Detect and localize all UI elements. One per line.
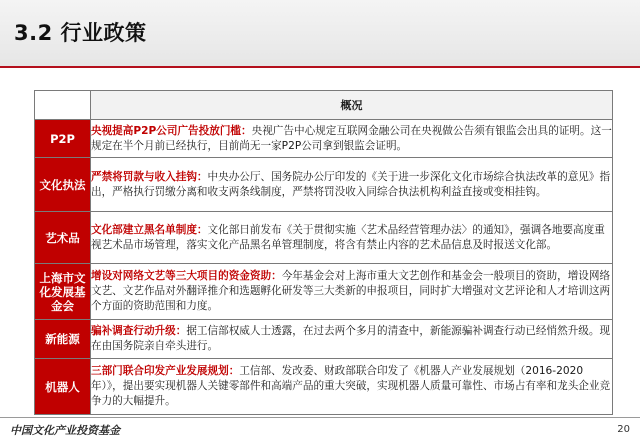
policy-text: 工信部、发改委、财政部联合印发了《机器人产业发展规划（2016-2020年）》，提出要实现机器人关键零部件和高端产品的重大突破，实现机器人质量可靠性、市场占有率和龙头企业竞争力的大幅提升。 — [91, 365, 611, 407]
table-row — [35, 212, 613, 264]
row-label-robots: 机器人 — [35, 359, 91, 415]
page-number: 20 — [617, 424, 630, 435]
policy-highlight: 严禁将罚款与收入挂钩： — [91, 170, 208, 183]
page-title: 3.2 行业政策 — [14, 21, 147, 45]
table-row — [35, 158, 613, 212]
table-header-row — [35, 91, 613, 120]
row-content — [91, 320, 613, 359]
policy-text: 中央办公厅、国务院办公厅印发的《关于进一步深化文化市场综合执法改革的意见》指出，严格执行罚缴分离和收支两条线制度，严禁将罚没收入同综合执法机构利益直接或变相挂钩。 — [91, 170, 611, 198]
header-blank-cell — [35, 91, 91, 120]
row-content — [91, 359, 613, 415]
header-divider — [0, 66, 640, 68]
policy-highlight: 文化部建立黑名单制度： — [91, 223, 208, 236]
row-content — [91, 158, 613, 212]
table-row — [35, 120, 613, 158]
footer-brand-logo: 中国文化产业投资基金 — [10, 424, 120, 437]
table-row — [35, 264, 613, 320]
row-label-culture-enforcement: 文化执法 — [35, 158, 91, 212]
policy-text: 文化部日前发布《关于贯彻实施〈艺术品经营管理办法〉的通知》，强调各地要高度重视艺术品市场管理，落实文化产品黑名单管理制度，将含有禁止内容的艺术品信息及时报送文化部。 — [91, 223, 605, 251]
policy-table — [34, 90, 613, 415]
policy-text: 据工信部权威人士透露，在过去两个多月的清查中，新能源骗补调查行动已经悄然升级。现在由国务院亲自牵头进行。 — [91, 325, 611, 352]
row-label-shanghai-fund: 上海市文化发展基金会 — [35, 264, 91, 320]
row-content — [91, 264, 613, 320]
row-label-artworks: 艺术品 — [35, 212, 91, 264]
policy-highlight: 骗补调查行动升级： — [91, 325, 187, 337]
overview-header: 概况 — [91, 91, 613, 120]
policy-highlight: 三部门联合印发产业发展规划： — [91, 365, 240, 377]
policy-highlight: 增设对网络文艺等三大项目的资金资助： — [91, 270, 282, 282]
table-row — [35, 359, 613, 415]
policy-highlight: 央视提高P2P公司广告投放门槛： — [91, 124, 252, 137]
row-content — [91, 212, 613, 264]
row-content — [91, 120, 613, 158]
row-label-p2p: P2P — [35, 120, 91, 158]
table-row — [35, 320, 613, 359]
policy-text: 央视广告中心规定互联网金融公司在央视做公告须有银监会出具的证明。这一规定在半个月前已经执行，目前尚无一家P2P公司拿到银监会证明。 — [91, 124, 612, 152]
footer-divider — [0, 417, 640, 418]
policy-text: 今年基金会对上海市重大文艺创作和基金会一般项目的资助，增设网络文艺、文艺作品对外翻译推介和选题孵化研发等三大类新的申报项目，同时扩大增强对文艺评论和人才培训这两个方面的资助范围和力度。 — [91, 270, 611, 312]
row-label-new-energy: 新能源 — [35, 320, 91, 359]
